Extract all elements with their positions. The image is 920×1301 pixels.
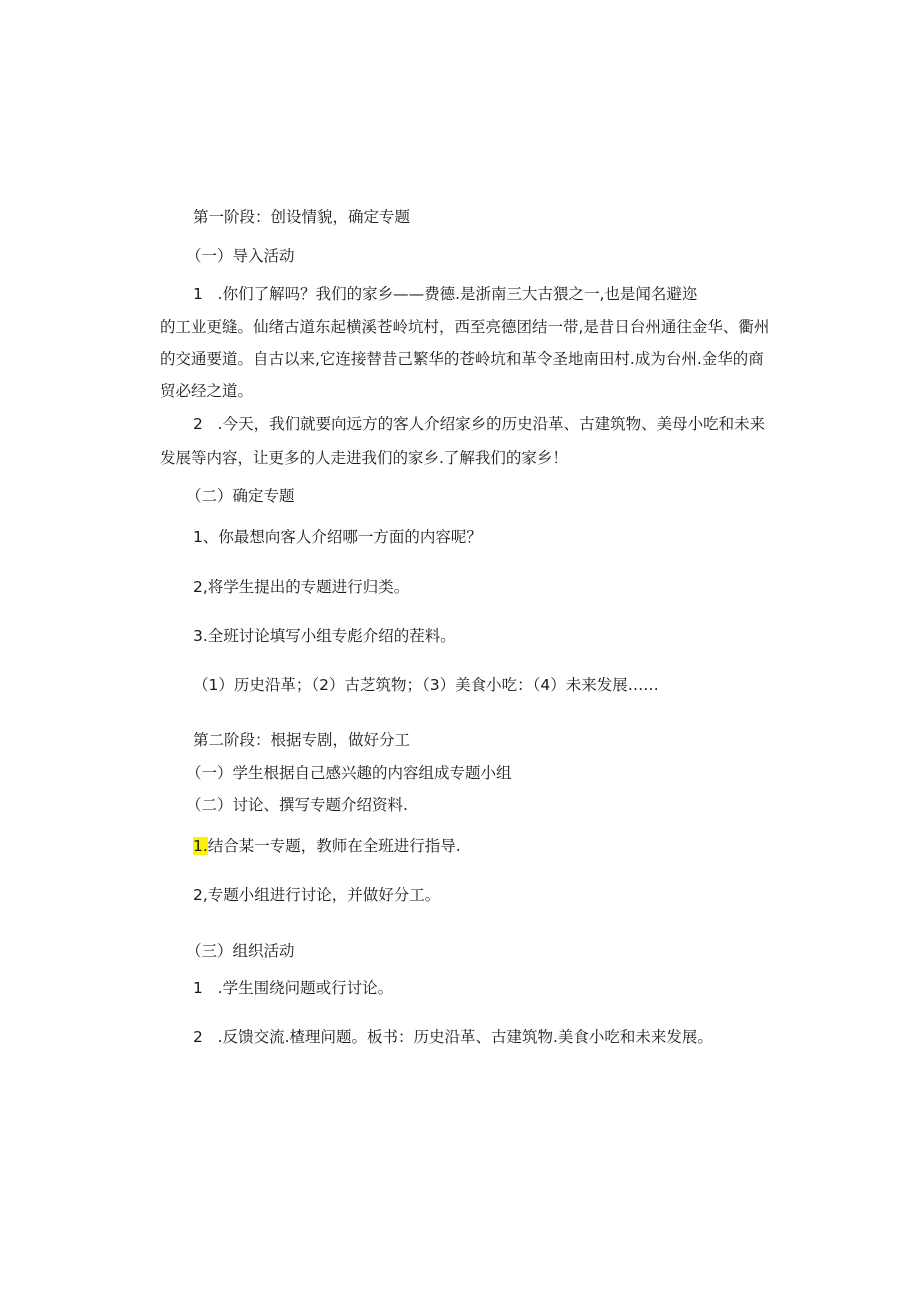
stage1-section2-topics: （1）历史沿革；（2）古芝筑物；（3）美食小吃：（4）未来发展…… [193, 676, 659, 694]
stage2-section2-heading: （二）讨论、撰写专题介绍资料. [186, 796, 408, 814]
paragraph-text: 学生围绕问题或行讨论。 [222, 979, 394, 997]
stage1-section1-heading: （一）导入活动 [186, 247, 295, 265]
stage2-section2-item1 [193, 836, 461, 856]
stage2-section3-heading: （三）组织活动 [186, 942, 295, 960]
paragraph-text: 你们了解吗？我们的家乡——费德.是浙南三大古猥之一,也是闻名避迩 [222, 285, 698, 303]
stage1-section1-item1-line3: 的交通要道。自古以来,它连接替昔己繁华的苍岭坑和革令圣地南田村.成为台州.金华的商 [160, 350, 764, 368]
stage2-heading: 第二阶段：根据专剧，做好分工 [193, 731, 411, 749]
stage1-section1-item1-first-line [193, 284, 697, 304]
stage2-section1-heading: （一）学生根据自己感兴趣的内容组成专题小组 [186, 764, 512, 782]
item-number: 2 . [193, 415, 223, 433]
item-number: 1 . [193, 285, 223, 303]
item-number: 2 . [193, 1028, 223, 1046]
stage1-section1-item1-line4: 贸必经之道。 [160, 382, 254, 400]
stage2-section3-item2 [193, 1027, 713, 1047]
stage2-section3-item1 [193, 978, 393, 998]
stage1-section1-item1-line2: 的工业更缝。仙绪古道东起横溪苍岭坑村，西至亮德团结一带,是昔日台州通往金华、衢州 [160, 318, 770, 336]
stage1-section2-item2: 2,将学生提出的专题进行归类。 [193, 578, 410, 596]
stage1-section1-item2-first-line [193, 414, 765, 434]
item-number: 1 . [193, 979, 223, 997]
stage1-section2-item3: 3.全班讨论填写小组专彪介绍的茬料。 [193, 627, 456, 645]
stage1-heading: 第一阶段：创设情貌，确定专题 [193, 208, 411, 226]
stage1-section2-heading: （二）确定专题 [186, 487, 295, 505]
highlighted-item-number: 1. [193, 837, 208, 855]
paragraph-text: 结合某一专题，教师在全班进行指导. [207, 837, 461, 855]
paragraph-text: 反馈交流.楂理问题。板书：历史沿革、古建筑物.美食小吃和未来发展。 [222, 1028, 713, 1046]
stage1-section2-item1: 1、你最想向客人介绍哪一方面的内容呢？ [193, 528, 482, 546]
paragraph-text: 今天，我们就要向远方的客人介绍家乡的历史沿革、古建筑物、美母小吃和未来 [222, 415, 766, 433]
stage2-section2-item2: 2,专题小组进行讨论，并做好分工。 [193, 886, 441, 904]
stage1-section1-item2-line2: 发展等内容，让更多的人走进我们的家乡.了解我们的家乡！ [160, 449, 568, 467]
